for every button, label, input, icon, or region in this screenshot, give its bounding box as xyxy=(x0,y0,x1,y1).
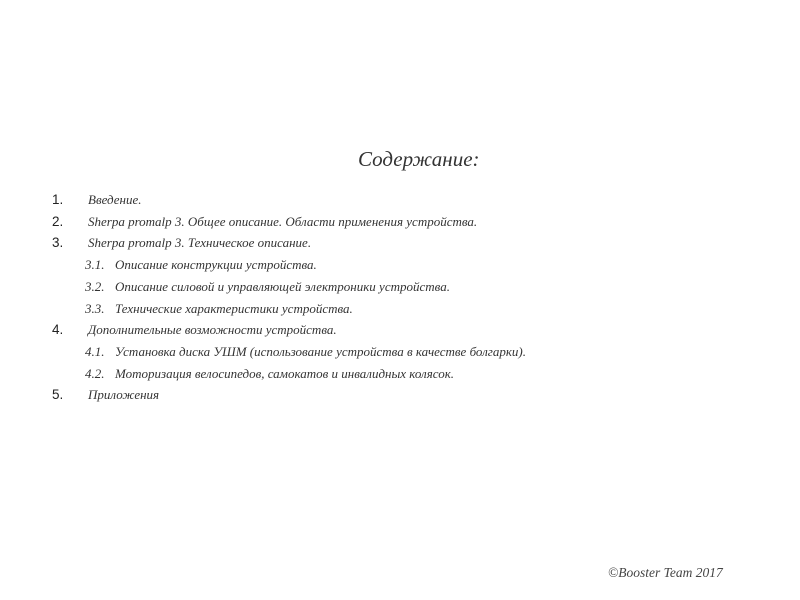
toc-item-text: Установка диска УШМ (использование устройства в качестве болгарки). xyxy=(115,343,527,359)
toc-item-text: Sherpa promalp 3. Техническое описание. xyxy=(88,235,312,251)
toc-item-number: 5. xyxy=(52,387,64,403)
toc-item xyxy=(0,255,800,275)
toc-item-number: 1. xyxy=(52,192,64,207)
toc-item-number: 4. xyxy=(52,322,64,338)
toc-item xyxy=(0,342,800,362)
toc-item-text: Дополнительные возможности устройства. xyxy=(88,322,337,338)
toc-item xyxy=(0,277,800,297)
toc-item xyxy=(0,190,800,210)
toc-item xyxy=(0,320,800,340)
toc-item-number: 4.2. xyxy=(85,365,105,381)
toc-item xyxy=(0,364,800,384)
toc-item-text: Технические характеристики устройства. xyxy=(115,300,353,316)
toc-item-text: Приложения xyxy=(88,387,160,403)
toc-item-number: 3.2. xyxy=(85,278,105,294)
toc-item xyxy=(0,212,800,232)
page-title: Содержание: xyxy=(358,147,480,171)
toc-item xyxy=(0,385,800,405)
toc-item-number: 3.1. xyxy=(85,257,105,273)
toc-item-number: 2. xyxy=(52,213,64,229)
toc-item-text: Введение. xyxy=(88,192,142,207)
toc-item xyxy=(0,233,800,253)
toc-item-text: Моторизация велосипедов, самокатов и инвалидных колясок. xyxy=(115,365,455,381)
toc-item-number: 3.3. xyxy=(85,300,105,316)
toc-item-text: Sherpa promalp 3. Общее описание. Области применения устройства. xyxy=(88,213,478,229)
toc-item-number: 4.1. xyxy=(85,343,105,359)
toc-item xyxy=(0,299,800,319)
footer-copyright: ©Booster Team 2017 xyxy=(608,565,723,580)
toc-item-text: Описание конструкции устройства. xyxy=(115,257,317,273)
toc-item-number: 3. xyxy=(52,235,64,251)
toc-item-text: Описание силовой и управляющей электроники устройства. xyxy=(115,278,450,294)
